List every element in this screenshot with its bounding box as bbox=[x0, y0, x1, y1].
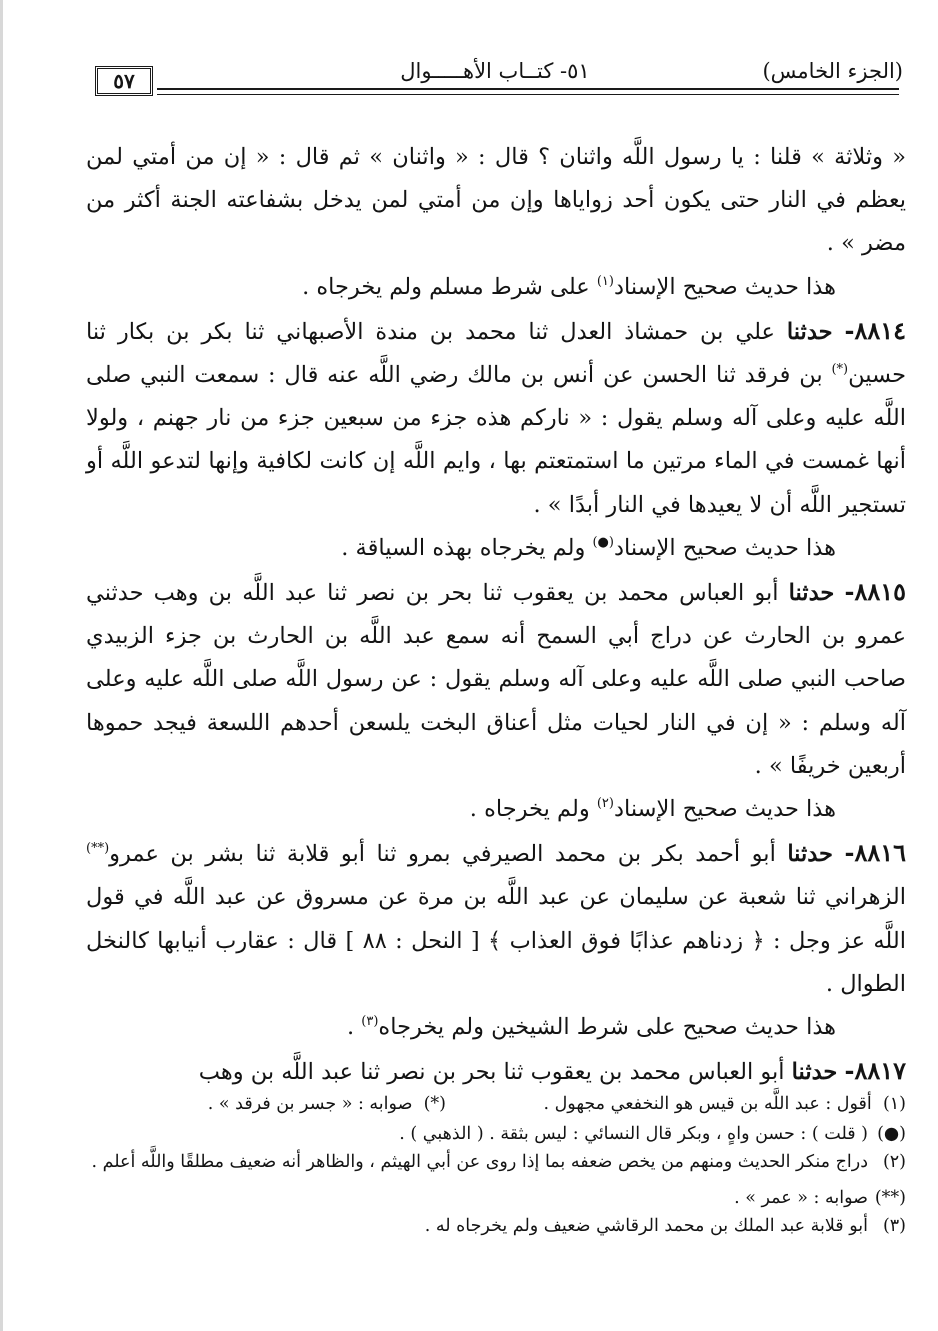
page-edge bbox=[0, 0, 3, 1331]
hadith-8814 bbox=[86, 309, 906, 527]
main-text bbox=[86, 136, 906, 1094]
footnote-marker[interactable]: (**) bbox=[86, 841, 110, 857]
footnote-marker[interactable]: (*) bbox=[831, 362, 849, 378]
running-header bbox=[95, 56, 903, 93]
hadith-number: ٨٨١٥- bbox=[844, 577, 906, 607]
grading-text: هذا حديث صحيح الإسناد bbox=[613, 796, 836, 823]
grading-text-end: ولم يخرجاه بهذه السياقة . bbox=[341, 534, 593, 561]
hadith-keyword: حدثنا bbox=[791, 1059, 838, 1086]
grading-text: هذا حديث صحيح على شرط الشيخين ولم يخرجاه bbox=[378, 1014, 836, 1041]
hadith-8816 bbox=[86, 831, 906, 1006]
hadith-grading bbox=[86, 788, 906, 831]
grading-text: هذا حديث صحيح الإسناد bbox=[613, 273, 836, 300]
header-rule bbox=[157, 88, 899, 90]
footnote-text: صوابه : « جسر بن فرقد » . bbox=[207, 1094, 413, 1114]
volume-label: (الجزء الخامس) bbox=[762, 59, 903, 83]
footnote-marker[interactable]: (٣) bbox=[361, 1014, 379, 1030]
hadith-keyword: حدثنا bbox=[787, 841, 833, 868]
footnotes bbox=[86, 1090, 906, 1240]
footnote-marker[interactable]: (١) bbox=[596, 273, 614, 289]
hadith-text: علي بن حمشاذ العدل ثنا محمد بن مندة الأصبهاني ثنا بكر بن بكار ثنا حسين bbox=[86, 318, 906, 389]
footnote-label: (١) bbox=[882, 1094, 906, 1114]
hadith-text: أبو العباس محمد بن يعقوب ثنا بحر بن نصر ثنا عبد اللَّه بن وهب bbox=[198, 1059, 792, 1086]
footnote-3 bbox=[86, 1212, 906, 1240]
footnote-2 bbox=[86, 1148, 906, 1176]
footnote-label: (**) bbox=[874, 1188, 906, 1208]
paragraph-text: « وثلاثة » قلنا : يا رسول اللَّه واثنان ؟ قال : « واثنان » ثم قال : « إن من أمتي لمن يعظم في النار حتى يكون أحد زواياها وإن من أمتي لمن يدخل بشفاعته الجنة أكثر من مضر » . bbox=[86, 144, 906, 257]
footnote-row bbox=[86, 1090, 906, 1120]
grading-text: هذا حديث صحيح الإسناد bbox=[613, 534, 836, 561]
footnote-star2 bbox=[86, 1184, 906, 1212]
hadith-grading bbox=[86, 1006, 906, 1049]
footnote-text: دراج منكر الحديث ومنهم من يخص ضعفه بما إذا روى عن أبي الهيثم ، والظاهر أنه ضعيف مطلقًا واللَّه أعلم . bbox=[91, 1152, 868, 1172]
footnote-label: (٣) bbox=[882, 1216, 906, 1236]
footnote-label: (●) bbox=[877, 1124, 906, 1144]
footnote-dot bbox=[86, 1120, 906, 1148]
footnote-star bbox=[208, 1090, 446, 1118]
footnote-text: أبو قلابة عبد الملك بن محمد الرقاشي ضعيف ولم يخرجاه له . bbox=[424, 1216, 868, 1236]
footnote-marker[interactable]: (●) bbox=[592, 534, 614, 550]
header-rule-thin bbox=[157, 94, 899, 95]
hadith-keyword: حدثنا bbox=[788, 580, 835, 607]
grading-text-end: على شرط مسلم ولم يخرجاه . bbox=[302, 273, 597, 300]
hadith-8815 bbox=[86, 570, 906, 788]
footnote-1 bbox=[543, 1090, 906, 1118]
footnote-text: صوابه : « عمر » . bbox=[734, 1188, 868, 1208]
footnote-marker[interactable]: (٢) bbox=[596, 796, 614, 812]
footnote-label: (٢) bbox=[882, 1152, 906, 1172]
grading-text-end: . bbox=[346, 1014, 362, 1041]
hadith-grading bbox=[86, 527, 906, 570]
footnote-text: ( قلت ) : حسن واهٍ ، وبكر قال النسائي : ليس بثقة . ( الذهبي ) . bbox=[399, 1124, 868, 1144]
hadith-text: أبو أحمد بكر بن محمد الصيرفي بمرو ثنا أبو قلابة ثنا بشر بن عمرو bbox=[109, 841, 788, 868]
hadith-number: ٨٨١٦- bbox=[844, 838, 906, 868]
hadith-keyword: حدثنا bbox=[786, 318, 833, 345]
grading-text-end: ولم يخرجاه . bbox=[469, 796, 597, 823]
hadith-text: أبو العباس محمد بن يعقوب ثنا بحر بن نصر ثنا عبد اللَّه بن وهب حدثني عمرو بن الحارث عن دراج أبي السمح أنه سمع عبد اللَّه بن الحارث بن جزء الزبيدي صاحب النبي صلى اللَّه عليه وعلى آله وسلم يقول : عن رسول اللَّه صلى اللَّه عليه وعلى آله وسلم : « إن في النار لحيات مثل أعناق البخت يلسعن أحدهم اللسعة فيجد حموها أربعين خريفًا » . bbox=[86, 580, 906, 779]
hadith-grading bbox=[86, 266, 906, 309]
footnote-text: أقول : عبد اللَّه بن قيس هو النخفعي مجهول . bbox=[543, 1094, 872, 1114]
hadith-8817 bbox=[86, 1049, 906, 1094]
book-title: ٥١- كتــاب الأهـــــوال bbox=[400, 59, 590, 83]
hadith-number: ٨٨١٤- bbox=[844, 315, 906, 345]
hadith-text-end: بن فرقد ثنا الحسن عن أنس بن مالك رضي اللَّه عنه قال : سمعت النبي صلى اللَّه عليه وعلى آله وسلم يقول : « ناركم هذه جزء من سبعين جزء من نار جهنم ، ولولا أنها غمست في الماء مرتين ما استمتعتم بها ، وايم اللَّه إن كانت لكافية وإنها لتدعو اللَّه أو تستجير اللَّه أن لا يعيدها في النار أبدًا » . bbox=[86, 362, 906, 518]
hadith-number: ٨٨١٧- bbox=[844, 1056, 906, 1086]
footnote-label: (*) bbox=[423, 1094, 446, 1114]
page-number: ٥٧ bbox=[95, 66, 153, 96]
paragraph bbox=[86, 136, 906, 266]
hadith-text-end: الزهراني ثنا شعبة عن سليمان عن عبد اللَّه بن مرة عن مسروق عن عبد اللَّه في قول اللَّه عز وجل : ﴿ زدناهم عذابًا فوق العذاب ﴾ [ النحل : ٨٨ ] قال : عقارب أنيابها كالنخل الطوال . bbox=[86, 884, 906, 997]
